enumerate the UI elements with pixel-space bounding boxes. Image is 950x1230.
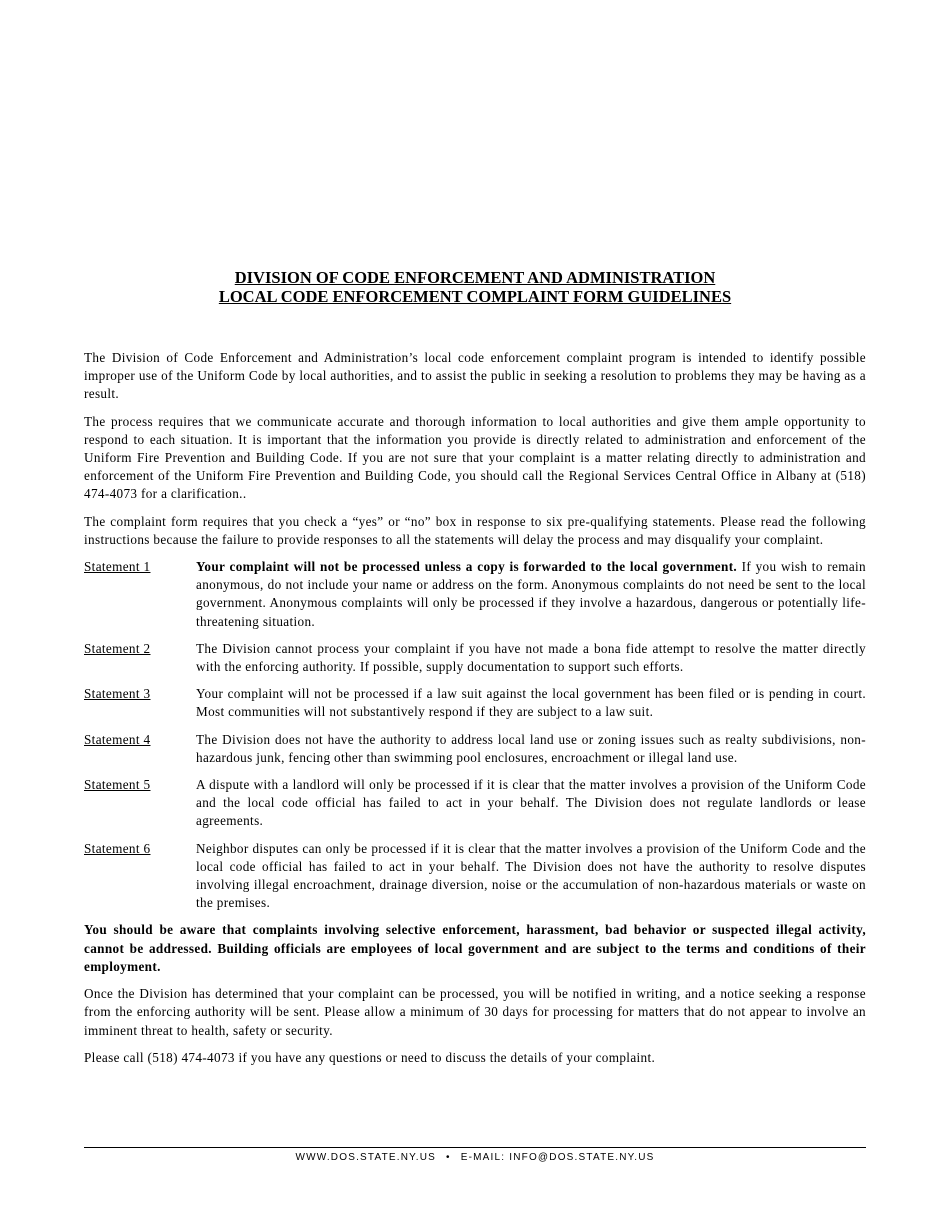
title-line-1: DIVISION OF CODE ENFORCEMENT AND ADMINISTRATION	[234, 268, 716, 287]
footer-separator: •	[446, 1152, 451, 1163]
footer-website-link[interactable]: WWW.DOS.STATE.NY.US	[295, 1152, 437, 1163]
title-line-2: LOCAL CODE ENFORCEMENT COMPLAINT FORM GUIDELINES	[218, 287, 732, 306]
statement-1-body: If you wish to remain anonymous, do not include your name or address on the form. Anonymous complaints do not need be sent to the local government. Anonymous complaints will only be processed if they involve a hazardous, dangerous or potentially life-threatening situation.	[196, 559, 866, 629]
statement-1-bold: Your complaint will not be processed unless a copy is forwarded to the local government.	[196, 559, 738, 575]
form-paragraph: The complaint form requires that you check a “yes” or “no” box in response to six pre-qualifying statements. Please read the following instructions because the failure to provide responses to all the statements will delay the process and may disqualify your complaint.	[84, 513, 866, 547]
footer-divider	[84, 1147, 866, 1148]
statement-2	[84, 640, 866, 676]
statement-4-text: The Division does not have the authority to address local land use or zoning issues such as realty subdivisions, non-hazardous junk, fencing other than swimming pool enclosures, encroachment or illegal land use.	[196, 731, 866, 765]
footer-email-link[interactable]: E-MAIL: INFO@DOS.STATE.NY.US	[460, 1152, 655, 1163]
document-title	[84, 268, 866, 306]
document-body	[84, 349, 866, 1076]
intro-paragraph: The Division of Code Enforcement and Administration’s local code enforcement complaint program is intended to identify possible improper use of the Uniform Code by local authorities, and to assist the public in seeking a resolution to problems they may be having as a result.	[84, 350, 866, 402]
statement-5-text: A dispute with a landlord will only be processed if it is clear that the matter involves a provision of the Uniform Code and the local code official has failed to act in your behalf. The Division does not regulate landlords or lease agreements.	[196, 777, 866, 829]
statement-3-text: Your complaint will not be processed if a law suit against the local government has been filed or is pending in court. Most communities will not substantively respond if they are subject to a law suit.	[196, 686, 866, 720]
call-paragraph: Please call (518) 474-4073 if you have any questions or need to discuss the details of your complaint.	[84, 1049, 656, 1065]
notice-paragraph: Once the Division has determined that your complaint can be processed, you will be notified in writing, and a notice seeking a response from the enforcing authority will be sent. Please allow a minimum of 30 days for processing for matters that do not appear to involve an imminent threat to health, safety or security.	[84, 986, 866, 1038]
statement-4	[84, 731, 866, 767]
statement-6-text: Neighbor disputes can only be processed if it is clear that the matter involves a provision of the Uniform Code and the local code official has failed to act in your behalf. The Division does not have the authority to resolve disputes involving illegal encroachment, drainage diversion, noise or the accumulation of non-hazardous materials or waste on the premises.	[196, 840, 866, 911]
statement-6	[84, 840, 866, 913]
statement-1-text	[196, 558, 866, 631]
statement-2-label: Statement 2	[84, 640, 151, 656]
statement-4-label: Statement 4	[84, 731, 151, 747]
statement-3-label: Statement 3	[84, 686, 151, 702]
warning-paragraph: You should be aware that complaints involving selective enforcement, harassment, bad behavior or suspected illegal activity, cannot be addressed. Building officials are employees of local government and are subject to the terms and conditions of their employment.	[84, 922, 866, 974]
footer	[84, 1151, 866, 1165]
process-paragraph: The process requires that we communicate accurate and thorough information to local authorities and give them ample opportunity to respond to each situation. It is important that the information you provide is directly related to administration and enforcement of the Uniform Fire Prevention and Building Code. If you are not sure that your complaint is a matter relating directly to administration and enforcement of the Uniform Fire Prevention and Building Code, you should call the Regional Services Central Office in Albany at (518) 474-4073 for a clarification..	[84, 413, 866, 502]
statement-1	[84, 558, 866, 631]
statement-5	[84, 776, 866, 831]
statement-5-label: Statement 5	[84, 777, 151, 793]
statement-1-label: Statement 1	[84, 559, 151, 575]
statement-3	[84, 685, 866, 721]
statement-6-label: Statement 6	[84, 840, 151, 856]
statement-2-text: The Division cannot process your complaint if you have not made a bona fide attempt to resolve the matter directly with the enforcing authority. If possible, supply documentation to support such efforts.	[196, 640, 866, 675]
